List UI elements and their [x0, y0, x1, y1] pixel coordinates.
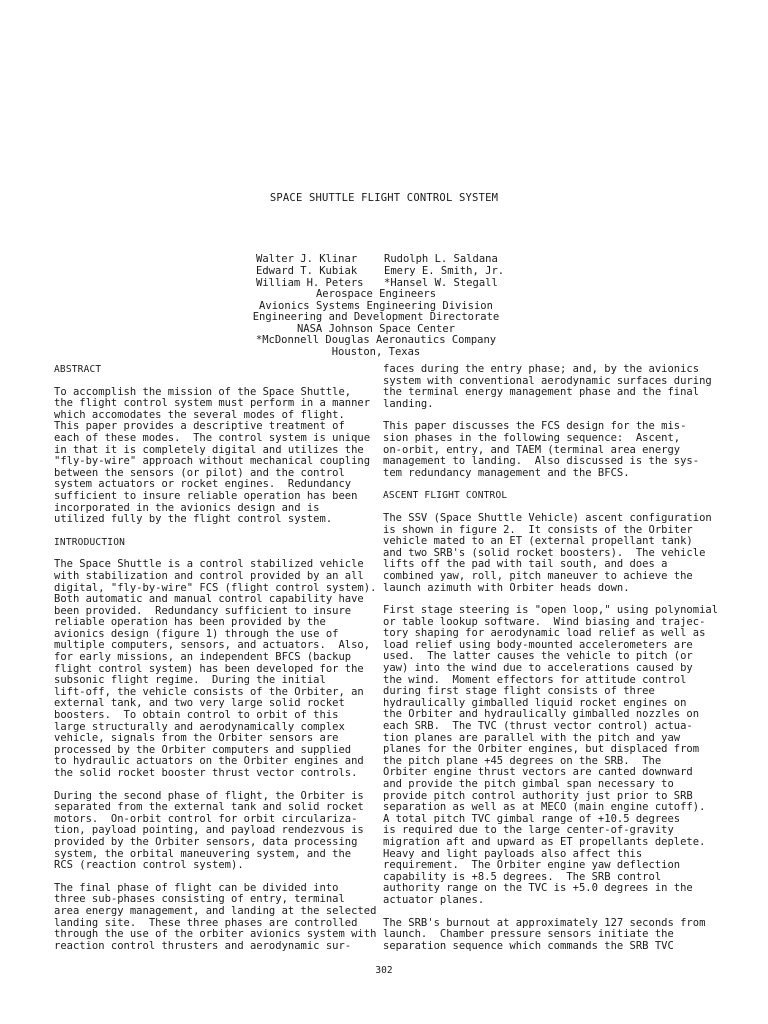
- left-column: [54, 364, 377, 963]
- author-name: Edward T. Kubiak: [256, 265, 358, 277]
- paragraph: During the second phase of flight, the Orbiter is separated from the external tank and solid rocket motors. On-orbit control for orbit circulariza- tion, payload pointing, and payload rendezvous is provided by the Orbiter sensors, data processing system, the orbital maneuvering system, and the RCS (reaction control system).: [54, 789, 364, 872]
- author-name: Emery E. Smith, Jr.: [384, 265, 505, 277]
- author-name: Rudolph L. Saldana: [384, 253, 498, 265]
- paragraph: faces during the entry phase; and, by the avionics system with conventional aerodynamic surfaces during the terminal energy management phase and the final landing.: [383, 363, 712, 410]
- section-heading-abstract: ABSTRACT: [54, 364, 102, 375]
- section-heading-ascent-flight-control: ASCENT FLIGHT CONTROL: [383, 490, 508, 502]
- author-name: *Hansel W. Stegall: [384, 277, 498, 289]
- paragraph: The Space Shuttle is a control stabilized vehicle with stabilization and control provided by an all digital, "fly-by-wire" FCS (flight control system). Both automatic and manual control capability have been provided. Redundancy sufficient to insure reliable operation has been provided by the avionics design (figure 1) through the use of multiple computers, sensors, and actuators. Also, for early missions, an independent BFCS (backup flight control system) has been developed for the subsonic flight regime. During the initial lift-off, the vehicle consists of the Orbiter, an external tank, and two very large solid rocket boosters. To obtain control to orbit of this large structurally and aerodynamically complex vehicle, signals from the Orbiter sensors are processed by the Orbiter computers and supplied to hydraulic actuators on the Orbiter engines and the solid rocket booster thrust vector controls.: [54, 558, 377, 779]
- author-name: Walter J. Klinar: [256, 253, 358, 265]
- paragraph: The final phase of flight can be divided into three sub-phases consisting of entry, terminal area energy management, and landing at the selected landing site. These three phases are controlled through the use of the orbiter avionics system with reaction control thrusters and aerodynamic sur-: [54, 881, 377, 952]
- author-name: William H. Peters: [256, 277, 364, 289]
- paragraph: The SRB's burnout at approximately 127 seconds from launch. Chamber pressure sensors initiate the separation sequence which commands the SRB TVC: [383, 916, 706, 952]
- right-column: [383, 363, 719, 963]
- author-block: [256, 253, 504, 289]
- page-number: 302: [375, 965, 393, 976]
- affiliation-line: Avionics Systems Engineering Division: [259, 299, 493, 312]
- paragraph: First stage steering is "open loop," using polynomial or table lookup software. Wind biasing and trajec- tory shaping for aerodynamic load relief as well as load relief using body-mounted accelerometers are used. The latter causes the vehicle to pitch (or yaw) into the wind due to accelerations caused by the wind. Moment effectors for attitude control during first stage flight consists of three hydraulically gimballed liquid rocket engines on the Orbiter and hydraulically gimballed nozzles on each SRB. The TVC (thrust vector control) actua- tion planes are parallel with the pitch and yaw planes for the Orbiter engines, but displaced from the pitch plane +45 degrees on the SRB. The Orbiter engine thrust vectors are canted downward and provide the pitch gimbal span necessary to provide pitch control authority just prior to SRB separation as well as at MECO (main engine cutoff). A total pitch TVC gimbal range of +10.5 degrees is required due to the large center-of-gravity migration aft and upward as ET propellants deplete. Heavy and light payloads also affect this requirement. The Orbiter engine yaw deflection capability is +8.5 degrees. The SRB control authority range on the TVC is +5.0 degrees in the actuator planes.: [383, 604, 719, 906]
- author-row: [256, 253, 504, 265]
- author-row: [256, 265, 504, 277]
- paper-title: SPACE SHUTTLE FLIGHT CONTROL SYSTEM: [269, 192, 499, 204]
- affiliation-line: NASA Johnson Space Center: [296, 322, 456, 335]
- paragraph: The SSV (Space Shuttle Vehicle) ascent configuration is shown in figure 2. It consists of the Orbiter vehicle mated to an ET (external propellant tank) and two SRB's (solid rocket boosters). The vehicle lifts off the pad with tail south, and does a combined yaw, roll, pitch maneuver to achieve the launch azimuth with Orbiter heads down.: [383, 511, 712, 594]
- affiliation-line: Engineering and Development Directorate: [252, 311, 500, 323]
- affiliation-line: Houston, Texas: [331, 345, 421, 358]
- section-heading-introduction: INTRODUCTION: [54, 536, 126, 548]
- affiliation-line: *McDonnell Douglas Aeronautics Company: [255, 334, 497, 346]
- paragraph: To accomplish the mission of the Space Shuttle, the flight control system must perform in a manner which accomodates the several modes of flight. This paper provides a descriptive treatment of each of these modes. The control system is unique in that it is completely digital and utilizes the "fly-by-wire" approach without mechanical coupling between the sensors (or pilot) and the control system actuators or rocket engines. Redundancy sufficient to insure reliable operation has been incorporated in the avionics design and is utilized fully by the flight control system.: [54, 385, 371, 526]
- paragraph: This paper discusses the FCS design for the mis- sion phases in the following sequence: Ascent, on-orbit, entry, and TAEM (terminal area energy management to landing. Also discussed is the sys- tem redundancy management and the BFCS.: [383, 420, 700, 479]
- affiliation-line: Aerospace Engineers: [315, 288, 437, 300]
- affiliation-block: [196, 289, 556, 358]
